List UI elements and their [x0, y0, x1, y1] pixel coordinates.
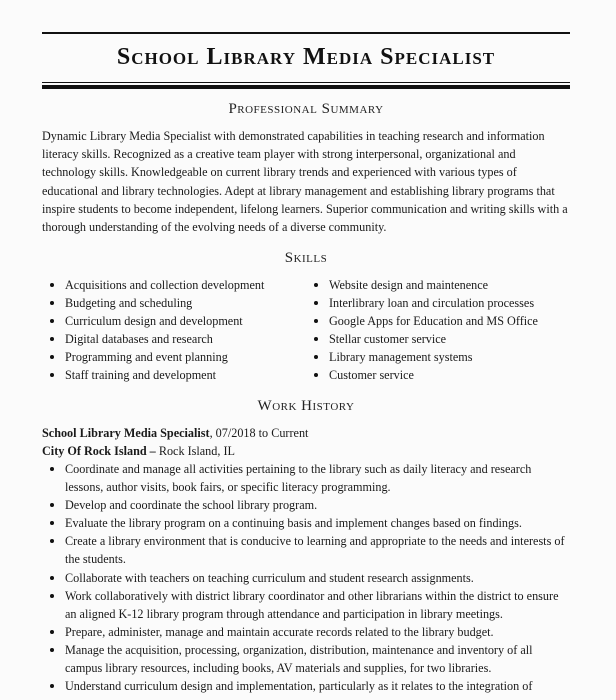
job-employer-line [42, 442, 570, 460]
duty-item: Evaluate the library program on a continuing basis and implement changes based on findings. [42, 514, 572, 532]
header-thin-rule [42, 82, 570, 83]
skill-item: Budgeting and scheduling [42, 294, 306, 312]
duty-item: Collaborate with teachers on teaching curriculum and student research assignments. [42, 569, 572, 587]
skill-item: Curriculum design and development [42, 312, 306, 330]
job-title-line [42, 424, 570, 442]
job-dates: , 07/2018 to Current [209, 426, 309, 440]
skill-item: Programming and event planning [42, 348, 306, 366]
job-duties-list [42, 460, 572, 695]
duty-item: Manage the acquisition, processing, organization, distribution, maintenance and inventory of all campus library resources, including books, AV materials and supplies, for two libraries. [42, 641, 572, 677]
skill-item: Interlibrary loan and circulation processes [306, 294, 570, 312]
job-title: School Library Media Specialist [42, 426, 210, 440]
skills-left-column [42, 276, 306, 385]
header-thick-rule [42, 85, 570, 89]
skill-item: Acquisitions and collection development [42, 276, 306, 294]
work-history-heading: Work History [257, 398, 355, 414]
skill-item: Digital databases and research [42, 330, 306, 348]
resume-title: School Library Media Specialist [116, 44, 496, 70]
skill-item: Staff training and development [42, 366, 306, 384]
skills-list [42, 276, 570, 385]
duty-item: Develop and coordinate the school library program. [42, 496, 572, 514]
skills-right-column [306, 276, 570, 385]
job-location: Rock Island, IL [158, 444, 235, 458]
job-employer: City Of Rock Island [42, 444, 147, 458]
skill-item: Customer service [306, 366, 570, 384]
duty-item: Prepare, administer, manage and maintain accurate records related to the library budget. [42, 623, 572, 641]
skill-item: Google Apps for Education and MS Office [306, 312, 570, 330]
location-separator: – [146, 444, 159, 458]
summary-text: Dynamic Library Media Specialist with demonstrated capabilities in teaching research and information literacy skills. Recognized as a creative team player with strong interpersonal, organizational and technology skills. Knowledgeable on current library trends and experienced with various types of educational and library technologies. Adept at library management and establishing library programs that inspire students to become independent, lifelong learners. Superior communication and writing skills with a thorough understanding of the evolving needs of a diverse community. [42, 129, 568, 235]
duty-item: Create a library environment that is conducive to learning and appropriate to the needs and interests of the students. [42, 532, 572, 568]
header-top-rule [42, 32, 570, 34]
duty-item: Coordinate and manage all activities pertaining to the library such as daily literacy and research lessons, author visits, book fairs, or specific literacy programming. [42, 460, 572, 496]
skills-heading: Skills [284, 250, 328, 266]
skill-item: Library management systems [306, 348, 570, 366]
summary-heading: Professional Summary [228, 101, 384, 117]
duty-item: Work collaboratively with district library coordinator and other librarians within the district to ensure an aligned K-12 library program through attendance and participation in library meetings. [42, 587, 572, 623]
job-header [42, 424, 570, 460]
skill-item: Website design and maintenence [306, 276, 570, 294]
duty-item: Understand curriculum design and implementation, particularly as it relates to the integration of [42, 677, 572, 695]
skill-item: Stellar customer service [306, 330, 570, 348]
